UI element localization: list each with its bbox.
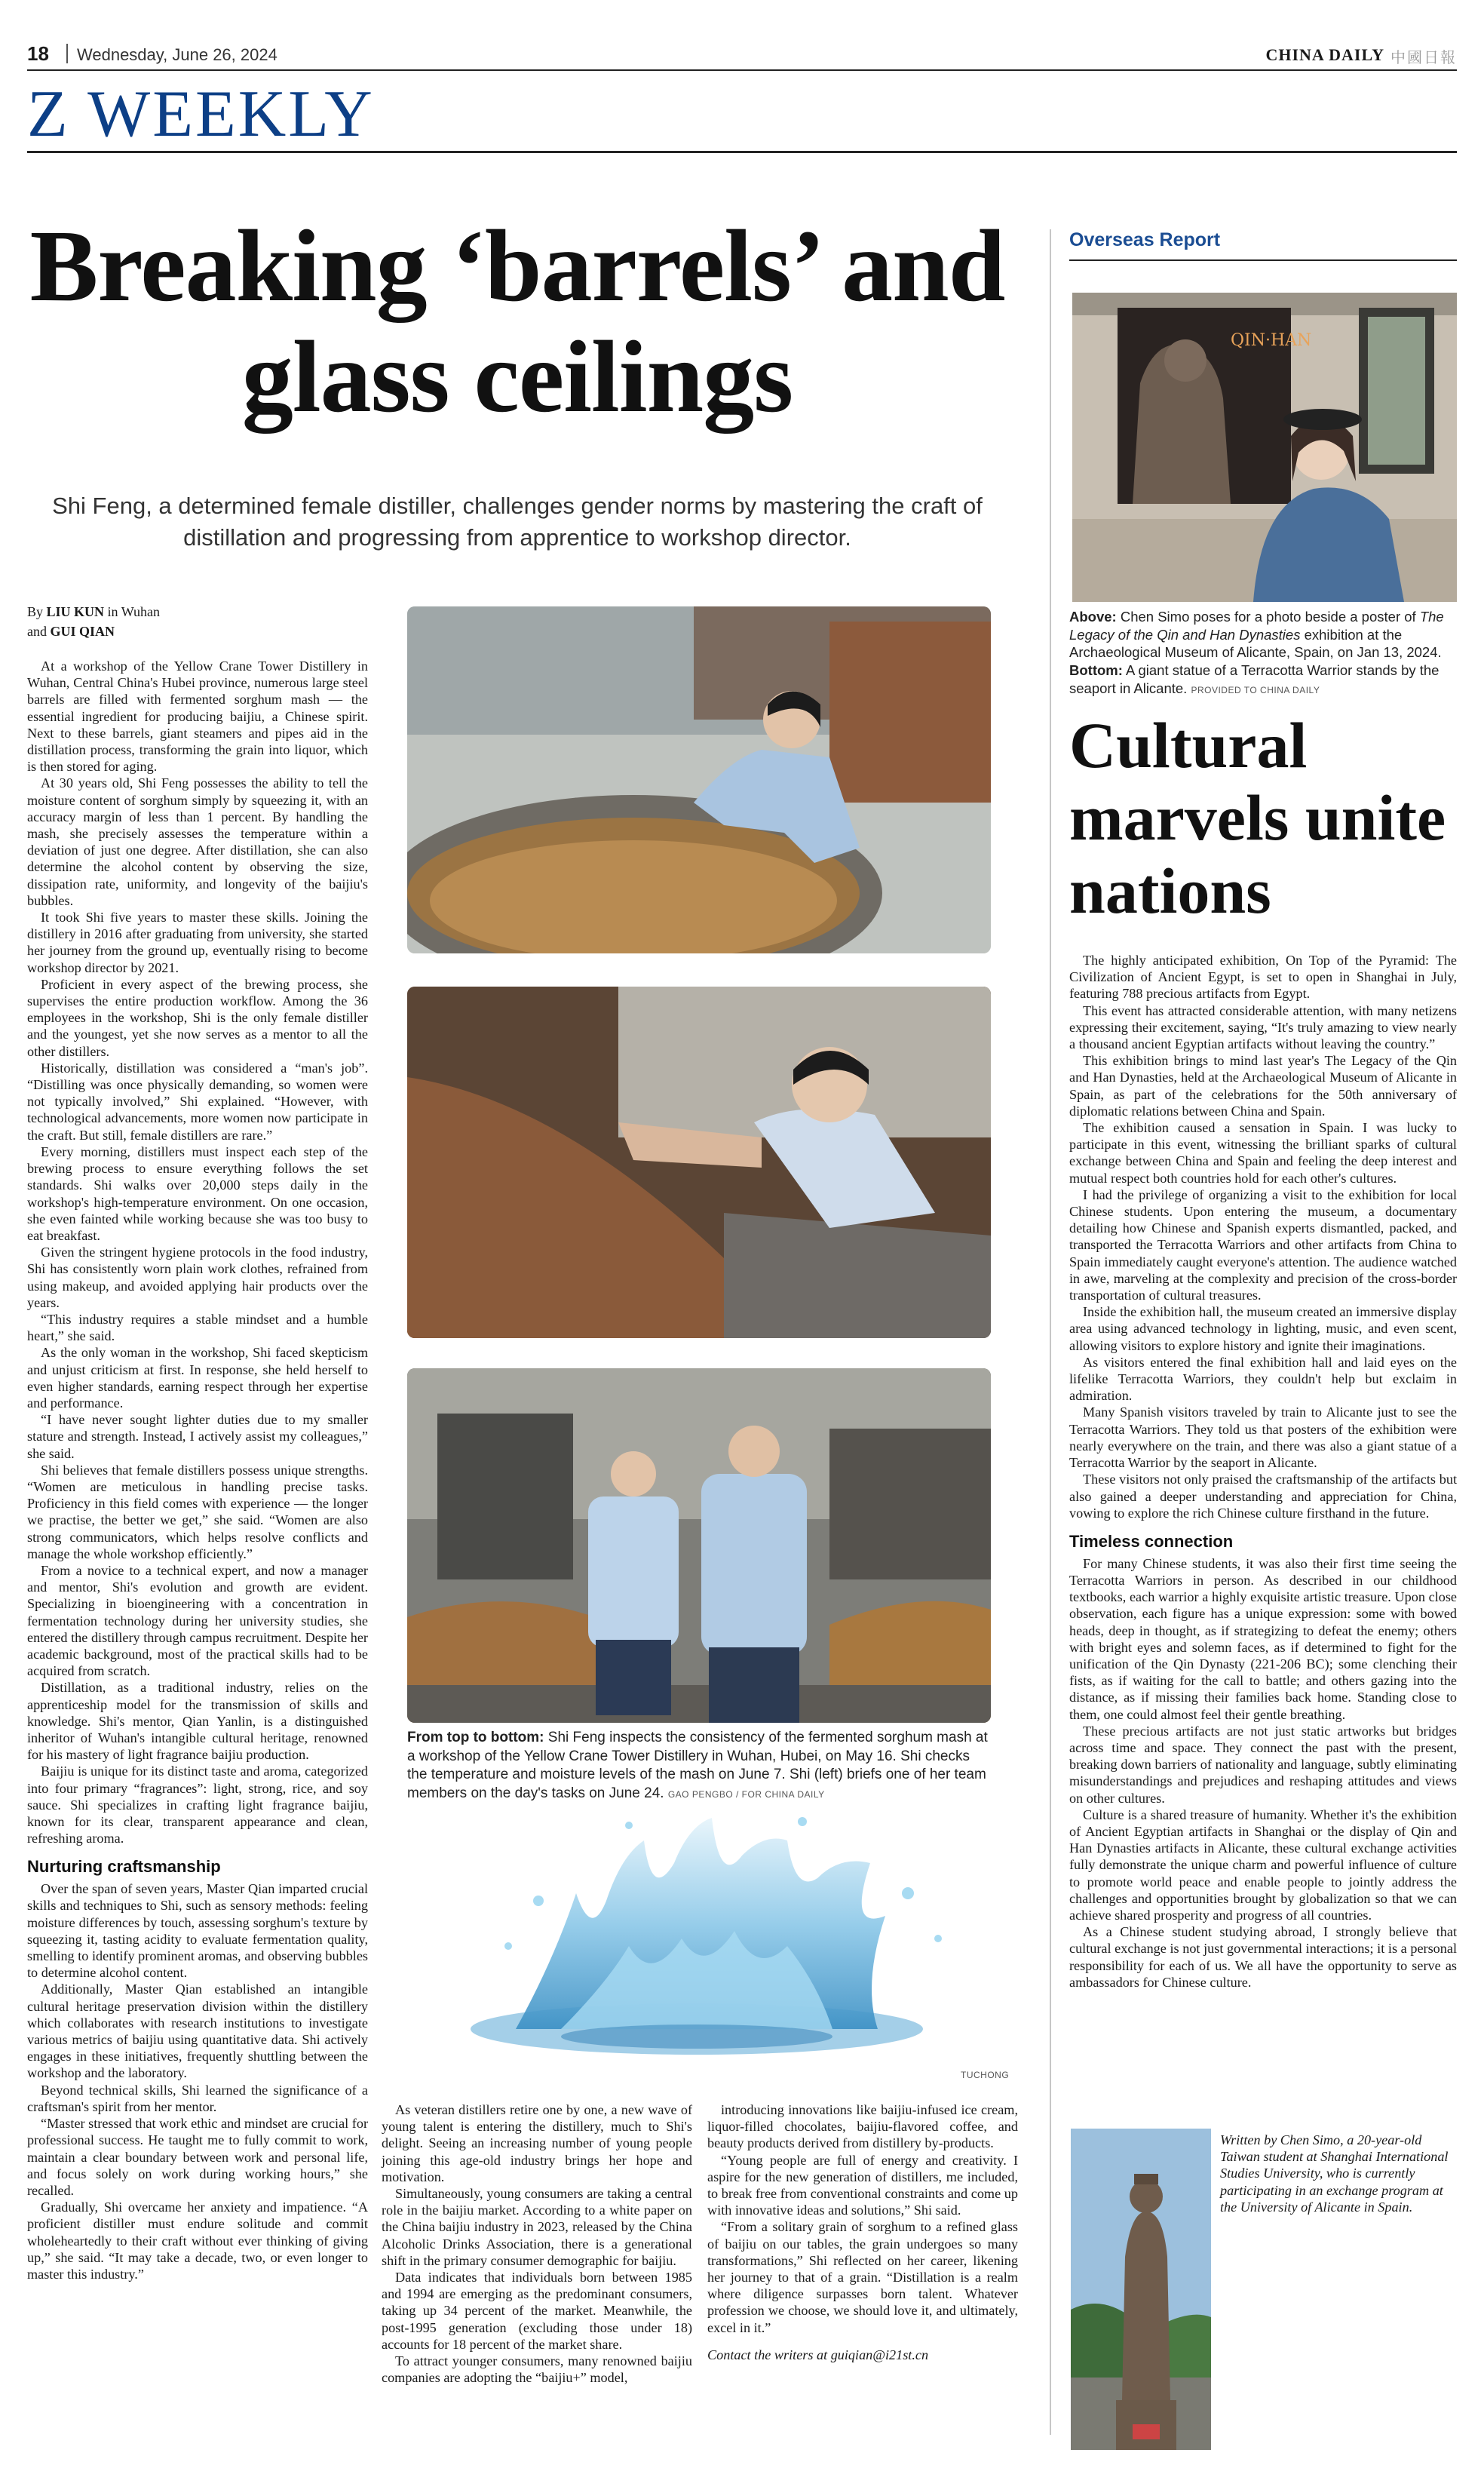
caption-lead-above: Above: [1069,609,1117,625]
caption-lead: From top to bottom: [407,1730,544,1745]
paragraph: As veteran distillers retire one by one, a new wave of young talent is entering the distillery, much to Shi's delight. Seeing an increasing number of young people joining this age-old industry brings her hope and motivation. [382,2102,692,2184]
section-rule [27,151,1457,153]
article-column-2 [382,2101,692,2386]
paragraph: As the only woman in the workshop, Shi faced skepticism and unjust criticism at first. In response, she held herself to even higher standards, earning respect through her expertise and performance. [27,1345,368,1411]
article-column-3 [707,2101,1018,2363]
article-headline: Breaking ‘barrels’ and glass ceilings [29,210,1005,434]
paragraph: “Young people are full of energy and creativity. I aspire for the new generation of distillers, me included, to break free from conventional constraints and come up with innovative ideas and solutions,” Shi said. [707,2152,1018,2218]
page-number: 18 [27,42,49,65]
paragraph: As a Chinese student studying abroad, I strongly believe that cultural exchange is not just governmental interactions; it is a personal responsibility for each of us. We all have the opportunity to serve as ambassadors for Chinese culture. [1069,1924,1457,1990]
caption-exhibition-title: The Legacy of the Qin and Han Dynasties [1069,609,1444,643]
caption-text-bottom: A giant statue of a Terracotta Warrior stands by the seaport in Alicante. [1069,662,1440,696]
paragraph: Data indicates that individuals born between 1985 and 1994 are emerging as the predominant consumers, taking up 34 percent of the market. Meanwhile, the post-1995 generation (excluding those under 18) accounts for 18 percent of the market share. [382,2270,692,2352]
paragraph: For many Chinese students, it was also their first time seeing the Terracotta Warriors in person. As described in our childhood textbooks, each warrior a highly exquisite artistic treasure. Upon close observation, each figure has a unique expression: some with bowed heads, deep in thought, as if strategizing to defeat the enemy; others with bright eyes and solemn faces, as if determined to fight for the unification of the Qin Dynasty (221-206 BC); some clenching their fists, as if waiting for the call to battle; and others gazing into the distance, as if missing their families back home. Standing close to them, one could almost feel their gentle breathing. [1069,1555,1457,1722]
caption-lead-bottom: Bottom: [1069,662,1123,679]
byline-prefix: By [27,604,44,619]
article-byline [27,602,366,641]
paragraph: “This industry requires a stable mindset and a humble heart,” she said. [27,1311,368,1344]
sidebar-headline: Cultural marvels unite nations [1069,709,1446,927]
writer-contact: Contact the writers at guiqian@i21st.cn [707,2347,929,2362]
paragraph: “From a solitary grain of sorghum to a refined glass of baijiu on our tables, the grain undergoes so many transformations,” Shi reflected on her career, likening her journey to that of a grain. “Distillation is a realm where diligence surpasses born talent. Whatever profession we choose, we should love it, and ultimately, excel in it.” [707,2219,1018,2335]
paragraph: Simultaneously, young consumers are taking a central role in the baijiu market. According to a white paper on the China baijiu industry in 2023, released by the China Alcoholic Drinks Association, there is a generational shift in the primary consumer demographic for baijiu. [382,2186,692,2268]
paragraph: Distillation, as a traditional industry, relies on the apprenticeship model for the transmission of skills and knowledge. Shi's mentor, Qian Yanlin, is a distinguished inheritor of Wuhan's intangible cultural heritage, renowned for his mastery of light fragrance baijiu production. [27,1680,368,1763]
paragraph: Gradually, Shi overcame her anxiety and impatience. “A proficient distiller must endure solitude and commit wholeheartedly to their craft without ever thinking of giving up,” she said. “It may take a decade, two, or even longer to master this industry.” [27,2199,368,2282]
sidebar-label: Overseas Report [1069,229,1221,250]
paragraph: These precious artifacts are not just static artworks but bridges across time and space. They connect the past with the present, breaking down barriers of nationality and language, subtly eliminating misunderstandings and prejudices and reshaping attitudes and views on other cultures. [1069,1723,1457,1806]
article-standfirst: Shi Feng, a determined female distiller, challenges gender norms by mastering the craft of distillation and progressing from apprentice to workshop director. [52,493,983,551]
caption-credit: PROVIDED TO CHINA DAILY [1191,684,1320,695]
paragraph: This exhibition brings to mind last year's The Legacy of the Qin and Han Dynasties, held at the Archaeological Museum of Alicante in Spain, as part of the celebrations for the 50th anniversary of diplomatic relations between China and Spain. [1069,1053,1457,1119]
header-rule [27,69,1457,71]
paragraph: At a workshop of the Yellow Crane Tower Distillery in Wuhan, Central China's Hubei province, numerous large steel barrels are filled with fermented sorghum mash — the essential ingredient for producing baijiu, a Chinese spirit. Next to these barrels, giant steamers and pipes aid in the distillation process, transforming the grain into liquor, which is then stored for aging. [27,658,368,775]
paragraph: At 30 years old, Shi Feng possesses the ability to tell the moisture content of sorghum simply by squeezing it, with an accuracy margin of less than 1 percent. By handling the mash, she precisely assesses the temperature within a deviation of just one degree. After distillation, she can also determine the alcohol content by observing the size, dissipation rate, uniformity, and longevity of the baijiu's bubbles. [27,775,368,908]
byline-author-2: GUI QIAN [50,624,115,640]
sidebar-article-body [1069,952,1457,1991]
byline-location: in Wuhan [107,604,160,619]
paragraph: Baijiu is unique for its distinct taste and aroma, categorized into four primary “fragrances”: light, strong, rice, and soy sauce. Shi specializes in crafting light fragrance baijiu, known for its clear, transparent appearance and clean, refreshing aroma. [27,1764,368,1846]
paragraph: Every morning, distillers must inspect each step of the brewing process to ensure everything follows the set standards. Shi walks over 20,000 steps daily in the workshop's high-temperature environment. On one occasion, she even fainted while working because she was too busy to eat breakfast. [27,1143,368,1243]
author-note-text: Written by Chen Simo, a 20-year-old Taiwan student at Shanghai International Studies University, who is currently participating in an exchange program at the University of Alicante in Spain. [1220,2132,1449,2215]
photo-checking-mash [407,987,991,1338]
paragraph: The highly anticipated exhibition, On Top of the Pyramid: The Civilization of Ancient Egypt, is set to open in Shanghai in July, featuring 788 precious artifacts from Egypt. [1069,953,1457,1002]
caption-text: Shi Feng inspects the consistency of the fermented sorghum mash at a workshop of the Yellow Crane Tower Distillery in Wuhan, Hubei, on May 16. Shi checks the temperature and moisture levels of the mash on June 7. Shi (left) briefs one of her team members on the day's tasks on June 24. [407,1730,988,1802]
subhead-nurturing: Nurturing craftsmanship [27,1857,221,1877]
paragraph: As visitors entered the final exhibition hall and laid eyes on the lifelike Terracotta Warriors, they couldn't help but exclaim in admiration. [1069,1354,1457,1404]
paragraph: Many Spanish visitors traveled by train to Alicante just to see the Terracotta Warriors. They told us that posters of the exhibition were nearly everywhere on the train, and there was also a giant statue of a Terracotta Warrior by the seaport in Alicante. [1069,1404,1457,1471]
paragraph: Given the stringent hygiene protocols in the food industry, Shi has consistently worn plain work clothes, refrained from using makeup, and avoided applying hair products over the years. [27,1245,368,1310]
paragraph: Shi believes that female distillers possess unique strengths. “Women are meticulous in handling precise tasks. Proficiency in this field comes with experience — the longer we practise, the better we get,” she said. “Women are also strong communicators, which helps resolve conflicts and manage the whole workshop efficiently.” [27,1462,368,1561]
paragraph: Beyond technical skills, Shi learned the significance of a craftsman's spirit from her mentor. [27,2082,368,2114]
page-header [27,39,1457,69]
paragraph: Historically, distillation was considered a “man's job”. “Distilling was once physically demanding, so women were not typically involved,” Shi explained. “However, with technological advancements, more women now participate in the craft. But still, female distillers are rare.” [27,1060,368,1143]
paragraph: It took Shi five years to master these skills. Joining the distillery in 2016 after graduating from university, she started her journey from the ground up, eventually rising to become workshop director by 2021. [27,910,368,975]
photo-inspecting-mash [407,606,991,953]
paragraph: Additionally, Master Qian established an intangible cultural heritage preservation division within the distillery which collaborates with research institutions to investigate various metrics of baijiu using quantitative data. Shi actively engages in these initiatives, frequently shuttling between the workshop and the laboratory. [27,1982,368,2081]
sidebar-rule [1069,259,1457,261]
issue-date: Wednesday, June 26, 2024 [77,45,277,64]
paragraph: This event has attracted considerable attention, with many netizens expressing their excitement, saying, “It's truly amazing to view nearly a thousand ancient Egyptian artifacts without leaving the country.” [1069,1002,1457,1052]
column-divider [1050,229,1051,2435]
caption-text-above-2: exhibition at the Archaeological Museum of Alicante, Spain, on Jan 13, 2024. [1069,626,1442,661]
splash-credit: TUCHONG [961,2070,1010,2080]
caption-credit: GAO PENGBO / FOR CHINA DAILY [667,1789,825,1800]
terracotta-warrior-icon [1071,2129,1211,2450]
paragraph: Culture is a shared treasure of humanity. Whether it's the exhibition of Ancient Egyptian artifacts in Shanghai or the display of Qin and Han Dynasties artifacts in Alicante, these cultural exchange activities fully demonstrate the unique charm and powerful influence of culture to promote world peace and enable people to jointly address the challenges and opportunities brought by globalization so that we can achieve shared prosperity and progress of all countries. [1069,1807,1457,1923]
author-note [1220,2132,1457,2215]
byline-and: and [27,624,47,640]
paragraph: I had the privilege of organizing a visit to the exhibition for local Chinese students. Upon entering the museum, a documentary detailing how Chinese and Spanish experts dismantled, packed, and transported the Terracotta Warriors and other artifacts from China to Spain immediately caught everyone's attention. The audience watched in awe, marveling at the complexity and precision of the cross-border transportation of cultural treasures. [1069,1186,1457,1303]
paragraph: Proficient in every aspect of the brewing process, she supervises the entire production workflow. Among the 36 employees in the workshop, Shi is the only female distiller and the youngest, yet she now serves as a mentor to all the other distillers. [27,976,368,1059]
photo-exhibition-poster [1072,293,1457,602]
article-column-1 [27,658,368,2282]
sidebar-photo-caption [1069,608,1457,697]
paragraph: Inside the exhibition hall, the museum created an immersive display area using advanced technology in lighting, music, and even scent, allowing visitors to explore history and ignite their imaginations. [1069,1304,1457,1353]
paragraph: To attract younger consumers, many renowned baijiu companies are adopting the “baijiu+” model, [382,2353,692,2386]
byline-author-1: LIU KUN [46,604,105,619]
water-splash-icon [380,1810,1013,2082]
paragraph: “I have never sought lighter duties due to my smaller stature and strength. Instead, I actively assist my colleagues,” she said. [27,1412,368,1461]
poster-title: QIN·HAN [1231,331,1312,350]
photo-caption [407,1729,991,1803]
caption-text-above: Chen Simo poses for a photo beside a poster of [1120,609,1416,625]
section-title: Z WEEKLY [27,78,375,151]
paragraph: introducing innovations like baijiu-infused ice cream, liquor-filled chocolates, baijiu-flavored coffee, and beauty products derived from distillery by-products. [707,2102,1018,2151]
newspaper-brand-zh: 中國日報 [1390,50,1457,66]
paragraph: “Master stressed that work ethic and mindset are crucial for professional success. He taught me to fully commit to work, maintain a clear boundary between work and personal life, and focus solely on work during working hours,” she recalled. [27,2116,368,2198]
photo-team-briefing [407,1368,991,1723]
paragraph: The exhibition caused a sensation in Spain. I was lucky to participate in this event, witnessing the brilliant sparks of cultural exchange between China and Spain and feeling the deep interest and mutual respect both countries hold for each other's cultures. [1069,1120,1457,1186]
paragraph: Over the span of seven years, Master Qian imparted crucial skills and techniques to Shi, such as sensory methods: feeling moisture differences by touch, assessing sorghum's texture by squeezing it, tasting acidity to evaluate fermentation quality, smelling to identify prominent aromas, and observing bubbles to determine alcohol content. [27,1881,368,1981]
subhead-timeless: Timeless connection [1069,1531,1234,1551]
paragraph: From a novice to a technical expert, and now a manager and mentor, Shi's evolution and growth are evident. Specializing in bioengineering with a concentration in fermentation technology during her university studies, she entered the distillery through campus recruitment. Despite her academic background, most of the practical skills had to be acquired from scratch. [27,1562,368,1679]
newspaper-brand: CHINA DAILY [1265,45,1384,64]
paragraph: These visitors not only praised the craftsmanship of the artifacts but also gained a deeper understanding and appreciation for China, vowing to explore the rich Chinese culture firsthand in the future. [1069,1472,1457,1521]
header-divider [66,44,68,63]
